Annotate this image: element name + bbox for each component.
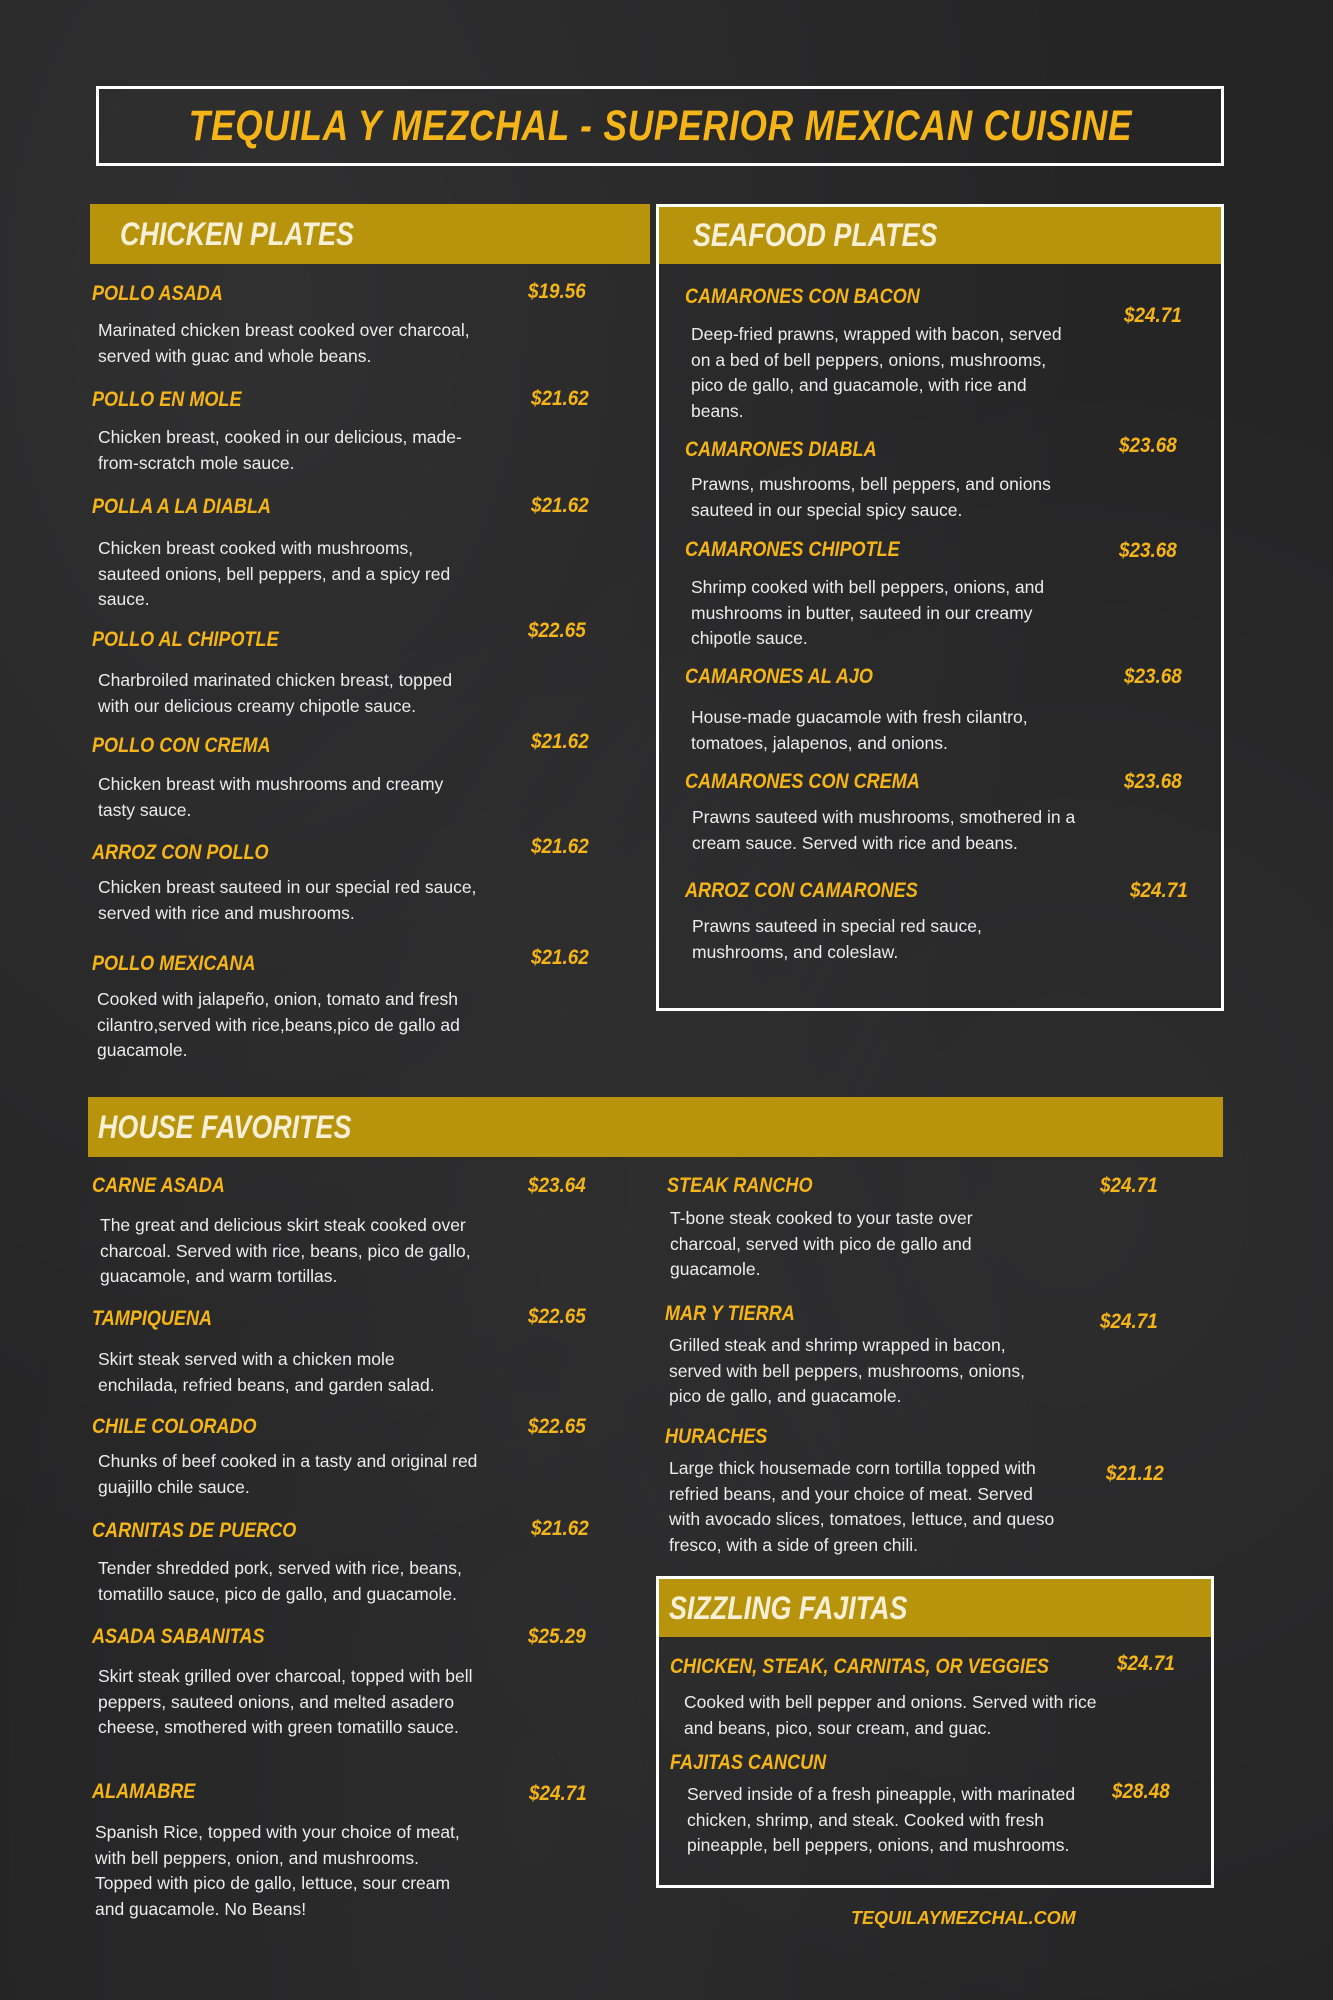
item-description: Served inside of a fresh pineapple, with marinated chicken, shrimp, and steak. Cooked with fresh pineapple, bell peppers, onions, and mushrooms.	[687, 1784, 1076, 1855]
item-description: Chunks of beef cooked in a tasty and original red guajillo chile sauce.	[98, 1451, 478, 1497]
item-name: CAMARONES DIABLA	[685, 438, 877, 461]
item-description: Skirt steak served with a chicken mole enchilada, refried beans, and garden salad.	[98, 1349, 435, 1395]
section-title: SEAFOOD PLATES	[693, 217, 938, 253]
section-title: CHICKEN PLATES	[120, 215, 354, 252]
item-price: $21.62	[531, 494, 589, 517]
item-price: $23.68	[1124, 665, 1182, 688]
chicken-plates-header	[90, 204, 650, 264]
item-description: The great and delicious skirt steak cooked over charcoal. Served with rice, beans, pico de gallo, guacamole, and warm tortillas.	[100, 1215, 471, 1286]
item-description: Charbroiled marinated chicken breast, topped with our delicious creamy chipotle sauce.	[98, 670, 453, 716]
item-name: FAJITAS CANCUN	[670, 1751, 827, 1774]
item-name: CAMARONES CON CREMA	[685, 770, 920, 793]
item-description: Spanish Rice, topped with your choice of meat, with bell peppers, onion, and mushrooms. Topped with pico de gallo, lettuce, sour cream and guacamole. No Beans!	[95, 1822, 460, 1919]
item-description: Prawns, mushrooms, bell peppers, and onions sauteed in our special spicy sauce.	[691, 474, 1051, 520]
item-name: ASADA SABANITAS	[92, 1625, 265, 1648]
item-price: $23.68	[1119, 434, 1177, 457]
item-price: $22.65	[528, 619, 586, 642]
item-name: POLLA A LA DIABLA	[92, 495, 271, 518]
item-description: Tender shredded pork, served with rice, beans, tomatillo sauce, pico de gallo, and guacamole.	[98, 1558, 462, 1604]
item-price: $24.71	[1100, 1174, 1158, 1197]
item-description: Prawns sauteed in special red sauce, mushrooms, and coleslaw.	[692, 916, 982, 962]
item-description: Cooked with bell pepper and onions. Served with rice and beans, pico, sour cream, and guac.	[684, 1692, 1097, 1738]
item-price: $28.48	[1112, 1780, 1170, 1803]
item-price: $21.62	[531, 730, 589, 753]
item-name: CAMARONES AL AJO	[685, 665, 873, 688]
item-name: MAR Y TIERRA	[665, 1302, 795, 1325]
item-price: $22.65	[528, 1305, 586, 1328]
item-price: $24.71	[1117, 1652, 1175, 1675]
item-price: $19.56	[528, 280, 586, 303]
item-name: CARNITAS DE PUERCO	[92, 1519, 297, 1542]
section-title: HOUSE FAVORITES	[98, 1108, 352, 1145]
item-description: Shrimp cooked with bell peppers, onions, and mushrooms in butter, sauteed in our creamy chipotle sauce.	[691, 577, 1045, 648]
item-name: CAMARONES CON BACON	[685, 285, 920, 308]
item-price: $24.71	[1124, 304, 1182, 327]
item-name: POLLO ASADA	[92, 282, 223, 305]
item-price: $23.68	[1124, 770, 1182, 793]
item-price: $21.62	[531, 1517, 589, 1540]
item-price: $24.71	[1100, 1310, 1158, 1333]
item-name: POLLO CON CREMA	[92, 734, 271, 757]
house-favorites-header	[88, 1097, 1223, 1157]
item-name: POLLO EN MOLE	[92, 388, 242, 411]
sizzling-fajitas-header	[659, 1579, 1211, 1637]
item-price: $25.29	[528, 1625, 586, 1648]
item-name: POLLO MEXICANA	[92, 952, 256, 975]
item-price: $21.12	[1106, 1462, 1164, 1485]
menu-title-box	[96, 86, 1224, 166]
item-name: ARROZ CON POLLO	[92, 841, 269, 864]
item-description: Large thick housemade corn tortilla topped with refried beans, and your choice of meat. Served with avocado slices, tomatoes, lettuce, and queso fresco, with a side of green chili.	[669, 1458, 1055, 1555]
item-name: TAMPIQUENA	[92, 1307, 213, 1330]
item-description: Chicken breast, cooked in our delicious, made-from-scratch mole sauce.	[98, 427, 462, 473]
item-name: POLLO AL CHIPOTLE	[92, 628, 279, 651]
item-name: STEAK RANCHO	[667, 1174, 813, 1197]
item-description: House-made guacamole with fresh cilantro, tomatoes, jalapenos, and onions.	[691, 707, 1028, 753]
item-price: $21.62	[531, 387, 589, 410]
item-price: $22.65	[528, 1415, 586, 1438]
item-name: CHILE COLORADO	[92, 1415, 257, 1438]
item-name: ALAMABRE	[92, 1780, 196, 1803]
item-name: ARROZ CON CAMARONES	[685, 879, 918, 902]
item-name: CARNE ASADA	[92, 1174, 225, 1197]
item-price: $24.71	[1130, 879, 1188, 902]
item-name: CHICKEN, STEAK, CARNITAS, OR VEGGIES	[670, 1655, 1049, 1678]
website-link[interactable]: TEQUILAYMEZCHAL.COM	[851, 1908, 1076, 1928]
item-name: HURACHES	[665, 1425, 768, 1448]
item-price: $23.64	[528, 1174, 586, 1197]
item-description: Chicken breast with mushrooms and creamy tasty sauce.	[98, 774, 444, 820]
item-description: Cooked with jalapeño, onion, tomato and fresh cilantro,served with rice,beans,pico de gallo ad guacamole.	[97, 989, 460, 1060]
item-description: Prawns sauteed with mushrooms, smothered in a cream sauce. Served with rice and beans.	[692, 807, 1076, 853]
item-price: $24.71	[529, 1782, 587, 1805]
item-description: Marinated chicken breast cooked over charcoal, served with guac and whole beans.	[98, 320, 470, 366]
item-price: $21.62	[531, 835, 589, 858]
item-description: Grilled steak and shrimp wrapped in bacon, served with bell peppers, mushrooms, onions, pico de gallo, and guacamole.	[669, 1335, 1026, 1406]
item-description: Skirt steak grilled over charcoal, topped with bell peppers, sauteed onions, and melted asadero cheese, smothered with green tomatillo sauce.	[98, 1666, 473, 1737]
item-description: Chicken breast cooked with mushrooms, sauteed onions, bell peppers, and a spicy red sauce.	[98, 538, 451, 609]
item-price: $21.62	[531, 946, 589, 969]
item-description: Deep-fried prawns, wrapped with bacon, served on a bed of bell peppers, onions, mushrooms, pico de gallo, and guacamole, with rice and beans.	[691, 324, 1062, 421]
item-name: CAMARONES CHIPOTLE	[685, 538, 900, 561]
seafood-plates-header	[659, 207, 1221, 264]
item-description: Chicken breast sauteed in our special red sauce, served with rice and mushrooms.	[98, 877, 477, 923]
item-description: T-bone steak cooked to your taste over charcoal, served with pico de gallo and guacamole.	[670, 1208, 973, 1279]
section-title: SIZZLING FAJITAS	[669, 1589, 908, 1626]
page-title: TEQUILA Y MEZCHAL - SUPERIOR MEXICAN CUISINE	[188, 101, 1132, 150]
item-price: $23.68	[1119, 539, 1177, 562]
